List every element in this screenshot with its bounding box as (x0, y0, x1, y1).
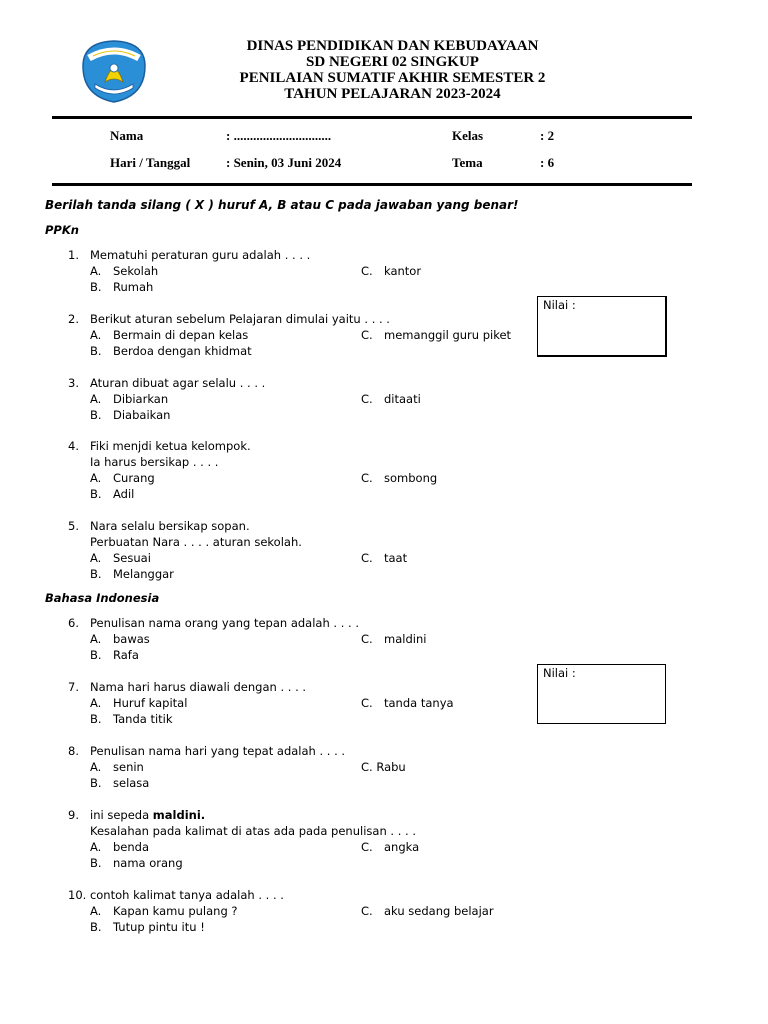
option-b[interactable]: B. Rafa (90, 648, 139, 662)
option-b[interactable]: B. Melanggar (90, 567, 174, 581)
tema-label: Tema (452, 155, 483, 170)
option-c[interactable]: C. kantor (361, 264, 422, 278)
question-6 (68, 615, 538, 663)
option-a[interactable]: A. benda (90, 840, 150, 854)
question-text: Nama hari harus diawali dengan . . . . (90, 680, 307, 694)
nama-label: Nama (110, 128, 144, 143)
option-c[interactable]: C. sombong (361, 471, 438, 485)
option-b[interactable]: B. selasa (90, 776, 150, 790)
nilai-box-bahasa-indonesia[interactable] (537, 664, 666, 724)
option-a[interactable]: A. Sekolah (90, 264, 159, 278)
instruction-text: Berilah tanda silang ( X ) huruf A, B atau C pada jawaban yang benar! (45, 198, 519, 212)
hari-tanggal-label: Hari / Tanggal (110, 155, 191, 170)
option-c[interactable]: C. tanda tanya (361, 696, 454, 710)
nilai-box-ppkn[interactable] (537, 296, 667, 357)
kelas-label: Kelas (452, 128, 484, 143)
emphasized-word: maldini. (152, 808, 206, 822)
header-line-1: DINAS PENDIDIKAN DAN KEBUDAYAAN (246, 38, 539, 54)
option-b[interactable]: B. Rumah (90, 280, 154, 294)
question-4 (68, 438, 538, 502)
tut-wuri-handayani-logo (75, 38, 153, 104)
option-a[interactable]: A. Sesuai (90, 551, 151, 565)
question-text-line-2: Perbuatan Nara . . . . aturan sekolah. (90, 535, 302, 549)
option-c[interactable]: C. Rabu (361, 760, 406, 774)
question-text: Penulisan nama orang yang tepan adalah . . . . (90, 616, 359, 630)
question-number: 8. (68, 744, 79, 758)
question-number: 4. (68, 439, 79, 453)
nilai-label: Nilai : (543, 298, 576, 312)
option-c[interactable]: C. aku sedang belajar (361, 904, 494, 918)
tema-value: : 6 (540, 155, 555, 170)
option-c[interactable]: C. ditaati (361, 392, 421, 406)
option-a[interactable]: A. Bermain di depan kelas (90, 328, 249, 342)
header-divider-bottom (52, 183, 692, 186)
option-b[interactable]: B. nama orang (90, 856, 183, 870)
question-8 (68, 743, 538, 791)
option-c[interactable]: C. taat (361, 551, 408, 565)
question-3 (68, 375, 538, 423)
option-a[interactable]: A. bawas (90, 632, 150, 646)
question-text: Aturan dibuat agar selalu . . . . (90, 376, 266, 390)
header-line-2: SD NEGERI 02 SINGKUP (306, 54, 479, 70)
question-text: Mematuhi peraturan guru adalah . . . . (90, 248, 311, 262)
header-line-4: TAHUN PELAJARAN 2023-2024 (284, 86, 501, 102)
question-7 (68, 679, 538, 727)
option-c[interactable]: C. memanggil guru piket (361, 328, 512, 342)
question-1 (68, 247, 538, 295)
option-c[interactable]: C. maldini (361, 632, 427, 646)
section-title-ppkn: PPKn (45, 223, 79, 237)
option-a[interactable]: A. Kapan kamu pulang ? (90, 904, 238, 918)
option-a[interactable]: A. senin (90, 760, 144, 774)
question-number: 1. (68, 248, 79, 262)
question-text: Berikut aturan sebelum Pelajaran dimulai yaitu . . . . (90, 312, 390, 326)
nama-field[interactable]: : .............................. (226, 128, 332, 143)
option-b[interactable]: B. Tanda titik (90, 712, 173, 726)
header-line-3: PENILAIAN SUMATIF AKHIR SEMESTER 2 (239, 70, 546, 86)
hari-tanggal-value: : Senin, 03 Juni 2024 (226, 155, 342, 170)
kelas-value: : 2 (540, 128, 555, 143)
option-c[interactable]: C. angka (361, 840, 420, 854)
option-b[interactable]: B. Diabaikan (90, 408, 171, 422)
question-text: Fiki menjdi ketua kelompok. (90, 439, 251, 453)
option-b[interactable]: B. Berdoa dengan khidmat (90, 344, 252, 358)
question-number: 5. (68, 519, 79, 533)
school-header (170, 38, 615, 102)
question-text: Penulisan nama hari yang tepat adalah . . . . (90, 744, 346, 758)
option-a[interactable]: A. Curang (90, 471, 155, 485)
question-number: 6. (68, 616, 79, 630)
question-number: 10. contoh kalimat tanya adalah . . . . (68, 888, 284, 902)
question-text-line-2: Ia harus bersikap . . . . (90, 455, 219, 469)
question-text: ini sepeda maldini. (90, 808, 206, 822)
question-2 (68, 311, 538, 359)
option-a[interactable]: A. Huruf kapital (90, 696, 188, 710)
question-number: 9. (68, 808, 79, 822)
option-b[interactable]: B. Tutup pintu itu ! (90, 920, 205, 934)
question-number: 2. (68, 312, 79, 326)
question-number: 7. (68, 680, 79, 694)
question-9 (68, 807, 538, 871)
option-a[interactable]: A. Dibiarkan (90, 392, 169, 406)
question-text: Nara selalu bersikap sopan. (90, 519, 250, 533)
question-number: 3. (68, 376, 79, 390)
option-b[interactable]: B. Adil (90, 487, 135, 501)
nilai-label: Nilai : (543, 666, 576, 680)
question-text-line-2: Kesalahan pada kalimat di atas ada pada penulisan . . . . (90, 824, 416, 838)
question-5 (68, 518, 538, 582)
header-divider-top (52, 116, 692, 119)
section-title-bahasa-indonesia: Bahasa Indonesia (45, 591, 160, 605)
question-10 (68, 887, 538, 935)
